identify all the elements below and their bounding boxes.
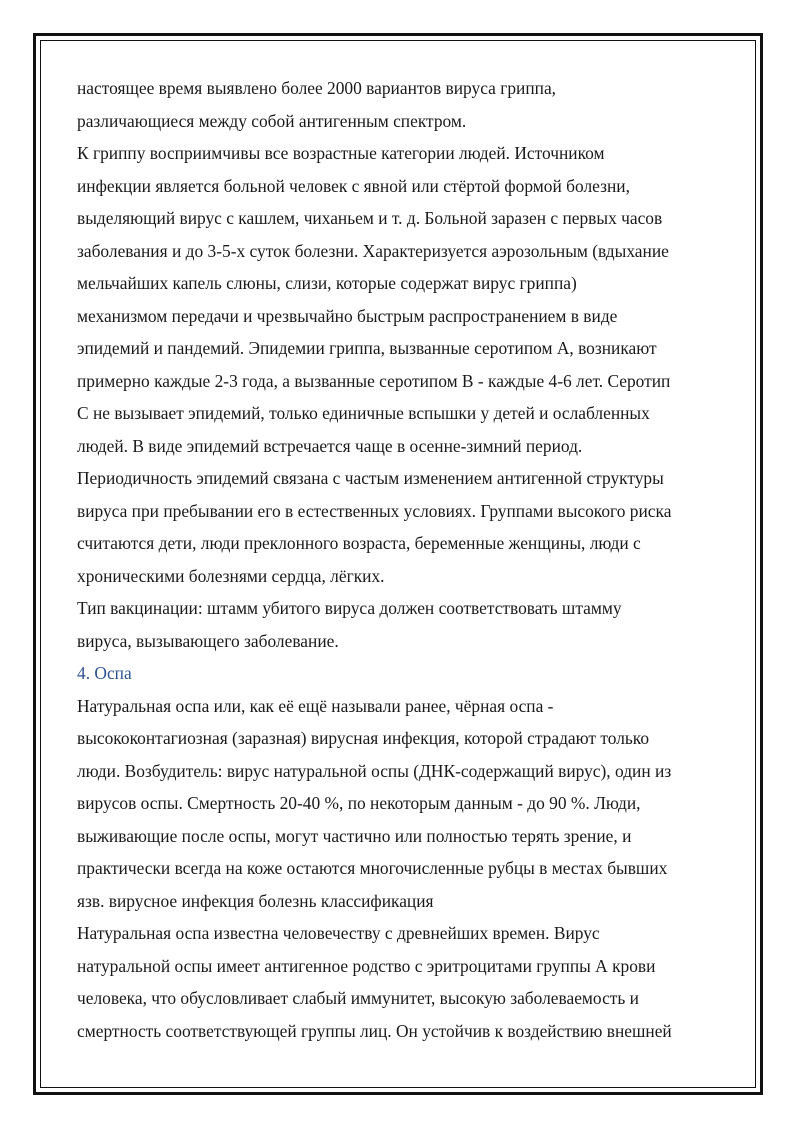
text-line: Тип вакцинации: штамм убитого вируса должен соответствовать штамму (77, 598, 622, 618)
text-line: люди. Возбудитель: вирус натуральной оспы (ДНК-содержащий вирус), один из (77, 760, 672, 781)
section-heading (77, 657, 737, 690)
text-line: выживающие после оспы, могут частично или полностью терять зрение, и (77, 825, 632, 846)
text-line: К гриппу восприимчивы все возрастные категории людей. Источником (77, 143, 605, 163)
text-line: высококонтагиозная (заразная) вирусная инфекция, которой страдают только (77, 728, 650, 748)
text-line: эпидемий и пандемий. Эпидемии гриппа, вызванные серотипом А, возникают (77, 338, 657, 358)
paragraph (77, 690, 737, 918)
text-line: людей. В виде эпидемий встречается чаще в осенне-зимний период. (77, 435, 583, 456)
text-line: считаются дети, люди преклонного возраста, беременные женщины, люди с (77, 533, 641, 553)
text-line: Натуральная оспа или, как её ещё называли ранее, чёрная оспа - (77, 695, 554, 716)
paragraph (77, 72, 737, 137)
text-line: выделяющий вирус с кашлем, чиханьем и т. д. Больной заразен с первых часов (77, 208, 663, 228)
text-line: человека, что обусловливает слабый иммунитет, высокую заболеваемость и (77, 988, 639, 1008)
text-line: примерно каждые 2-3 года, а вызванные серотипом В - каждые 4-6 лет. Серотип (77, 370, 671, 391)
text-line: инфекции является больной человек с явной или стёртой формой болезни, (77, 175, 630, 196)
text-line: натуральной оспы имеет антигенное родство с эритроцитами группы А крови (77, 955, 656, 976)
paragraph (77, 917, 737, 1047)
text-line: Периодичность эпидемий связана с частым изменением антигенной структуры (77, 468, 664, 488)
document-body (77, 72, 737, 1047)
text-line: Натуральная оспа известна человечеству с древнейших времен. Вирус (77, 923, 600, 943)
text-line: различающиеся между собой антигенным спектром. (77, 110, 467, 131)
text-line: вируса при пребывании его в естественных условиях. Группами высокого риска (77, 500, 672, 521)
text-line: смертность соответствующей группы лиц. Он устойчив к воздействию внешней (77, 1020, 672, 1041)
text-line: хроническими болезнями сердца, лёгких. (77, 565, 385, 586)
text-line: С не вызывает эпидемий, только единичные вспышки у детей и ослабленных (77, 403, 650, 423)
text-line: вирусов оспы. Смертность 20-40 %, по некоторым данным - до 90 %. Люди, (77, 793, 641, 813)
text-line: настоящее время выявлено более 2000 вариантов вируса гриппа, (77, 78, 557, 98)
text-line: 4. Оспа (77, 663, 132, 683)
text-line: мельчайших капель слюны, слизи, которые содержат вирус гриппа) (77, 273, 577, 293)
text-line: практически всегда на коже остаются многочисленные рубцы в местах бывших (77, 858, 668, 878)
text-line: вируса, вызывающего заболевание. (77, 630, 339, 651)
text-line: заболевания и до 3-5-х суток болезни. Характеризуется аэрозольным (вдыхание (77, 240, 669, 261)
paragraph (77, 137, 737, 592)
text-line: механизмом передачи и чрезвычайно быстрым распространением в виде (77, 305, 618, 326)
paragraph (77, 592, 737, 657)
text-line: язв. вирусное инфекция болезнь классификация (77, 890, 434, 911)
